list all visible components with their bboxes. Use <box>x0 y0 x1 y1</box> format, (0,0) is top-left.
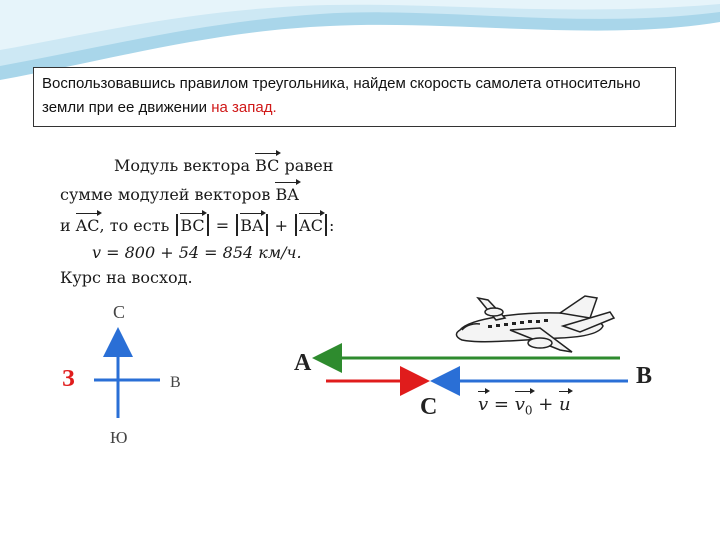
equals-sign: = <box>488 394 515 415</box>
point-b-label: B <box>636 363 653 389</box>
task-highlight-text: на запад. <box>211 99 277 116</box>
vector-sum-formula <box>478 394 571 418</box>
task-statement-box <box>33 67 676 127</box>
compass-north-label: С <box>113 302 126 322</box>
speed-equation: v = 800 + 54 = 854 км/ч. <box>92 243 302 262</box>
vector-ba: BA <box>240 216 264 235</box>
point-a-label: A <box>294 350 312 376</box>
vector-v0 <box>515 394 533 418</box>
explanation-line-1 <box>114 156 333 175</box>
vector-bc: BC <box>180 216 205 235</box>
explanation-text: и <box>60 216 76 235</box>
explanation-line-2 <box>60 185 299 204</box>
plus-sign: + <box>532 394 560 415</box>
course-text: Курс на восход. <box>60 268 193 287</box>
explanation-text: Модуль вектора <box>114 156 256 175</box>
colon: : <box>328 216 335 235</box>
vector-v0-subscript: 0 <box>524 403 533 418</box>
explanation-line-3 <box>60 214 334 236</box>
plus-sign: + <box>269 216 294 235</box>
vector-v0-symbol: v <box>514 394 525 415</box>
compass-south-label: Ю <box>110 428 128 447</box>
equals-sign: = <box>210 216 235 235</box>
point-c-label: C <box>420 394 438 420</box>
explanation-text: сумме модулей векторов <box>60 185 276 204</box>
compass-west-label: З <box>62 366 75 392</box>
compass-east-label: В <box>170 374 181 391</box>
vector-ac: AC <box>75 216 100 235</box>
task-statement-text: Воспользовавшись правилом треугольника, найдем скорость самолета относительно земли при ее движении <box>42 75 641 116</box>
vector-ac: AC <box>299 216 323 235</box>
vector-bc: BC <box>255 156 280 175</box>
vector-v: v <box>478 394 489 415</box>
explanation-block <box>60 150 360 292</box>
vector-u: u <box>559 394 571 415</box>
explanation-text: равен <box>279 156 334 175</box>
explanation-text: , то есть <box>99 216 175 235</box>
vector-ba: BA <box>275 185 299 204</box>
